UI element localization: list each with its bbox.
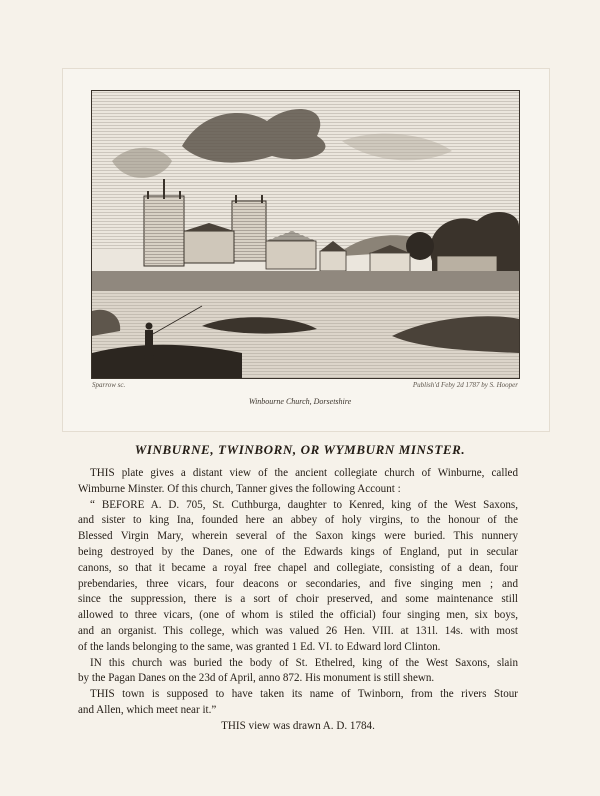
text-line: Wimburne Minster. Of this church, Tanner gives the following Account : [78, 482, 401, 495]
text-line: IN this church was buried the body of St. Ethelred, king of the West Saxons, slain [90, 656, 518, 669]
text-line: allowed to three vicars, (one of whom is stiled the official) four singing men, six boys, [78, 609, 518, 622]
text-line: “ BEFORE A. D. 705, St. Cuthburga, daughter to Kenred, king of the West Saxons, [90, 498, 518, 511]
text-line: THIS plate gives a distant view of the ancient collegiate church of Winburne, called [90, 467, 518, 479]
text-line: and an organist. This college, which was valued 26 Hen. VIII. at 131l. 14s. with most [78, 624, 518, 637]
text-line: by the Pagan Danes on the 23d of April, anno 872. His monument is still shewn. [78, 672, 435, 685]
publisher-credit: Publish'd Feby 2d 1787 by S. Hooper [412, 381, 518, 389]
text-line: Blessed Virgin Mary, wherein several of the Saxon kings were buried. This nunnery [78, 530, 518, 543]
text-line: prebendaries, three vicars, four deacons or secondaries, and five singing men ; and [78, 577, 518, 590]
text-line: and Allen, which meet near it.” [78, 703, 217, 716]
plate-caption: Winbourne Church, Dorsetshire [248, 397, 352, 406]
text-line: of the lands belonging to the same, was granted 1 Ed. VI. to Edward lord Clinton. [78, 640, 441, 653]
text-line: since the suppression, there is a sort of choir preserved, and some maintenance still [78, 593, 518, 606]
page-title: WINBURNE, TWINBORN, OR WYMBURN MINSTER. [134, 442, 466, 457]
engraving-illustration [92, 91, 519, 378]
text-line: and sister to king Ina, founded here an abbey of holy virgins, to the honour of the [78, 514, 518, 527]
body-text [78, 466, 518, 735]
engraving-image [91, 90, 520, 379]
text-line: THIS town is supposed to have taken its name of Twinborn, from the rivers Stour [90, 688, 518, 701]
engraver-credit: Sparrow sc. [92, 381, 126, 389]
text-line: being destroyed by the Danes, one of the Edwards kings of England, put in secular [78, 545, 518, 558]
text-line: canons, so that it became a royal free chapel and collegiate, consisting of a dean, four [78, 561, 518, 574]
text-line: THIS view was drawn A. D. 1784. [221, 719, 375, 732]
